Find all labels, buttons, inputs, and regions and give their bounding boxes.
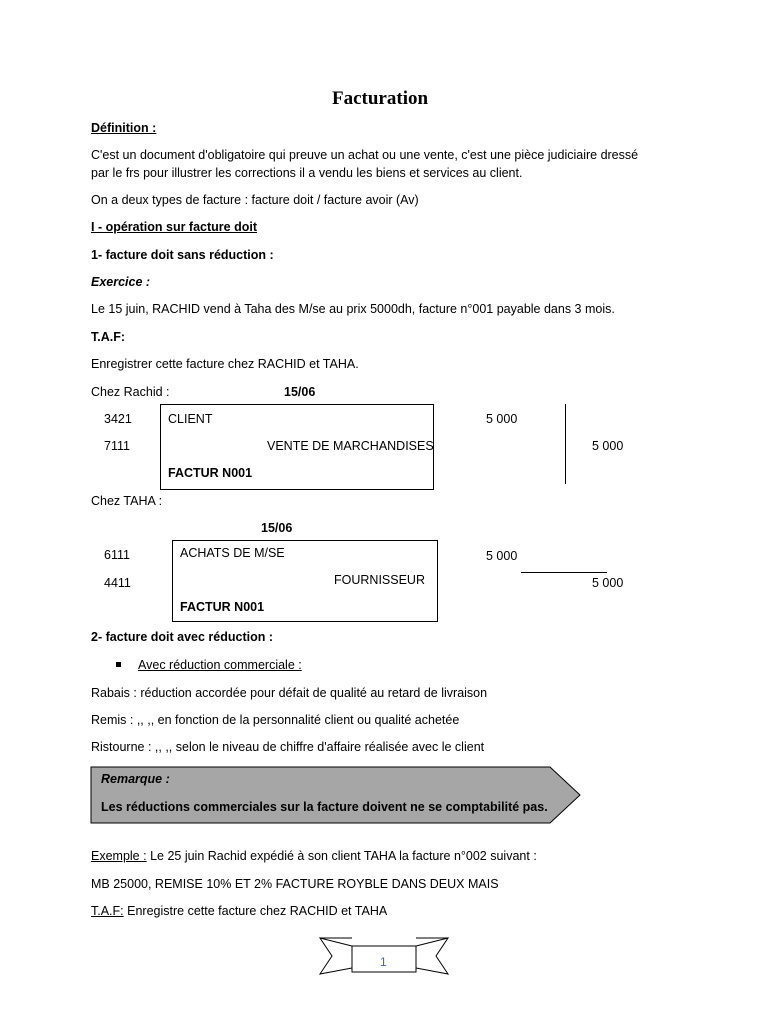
entry-taha-label-1: ACHATS DE M/SE <box>180 546 285 560</box>
example-label: Exemple : <box>91 849 147 863</box>
example-taf-line <box>91 904 387 918</box>
entry-taha-credit: 5 000 <box>592 576 624 590</box>
ristourne-line: Ristourne : ,, ,, selon le niveau de chiffre d'affaire réalisée avec le client <box>91 740 485 754</box>
taf-text: Enregistrer cette facture chez RACHID et TAHA. <box>91 357 359 371</box>
entry-taha-account-2: 4411 <box>104 576 131 590</box>
definition-heading: Définition : <box>91 121 157 135</box>
example-taf-label: T.A.F: <box>91 904 124 918</box>
entry-taha-account-1: 6111 <box>104 548 130 562</box>
page-number: 1 <box>380 955 387 969</box>
entry-taha-debit: 5 000 <box>486 549 518 563</box>
taf-label: T.A.F: <box>91 330 126 344</box>
remis-line: Remis : ,, ,, en fonction de la personnalité client ou qualité achetée <box>91 713 460 727</box>
subsection-1-heading: 1- facture doit sans réduction : <box>91 248 274 262</box>
definition-line-1: C'est un document d'obligatoire qui preuve un achat ou une vente, c'est une pièce judiciaire dressé <box>91 148 639 162</box>
entry-rachid-account-1: 3421 <box>104 412 132 426</box>
example-line <box>91 849 537 863</box>
entry-rachid-debit: 5 000 <box>486 412 518 426</box>
entry-rachid-label-2: VENTE DE MARCHANDISES <box>267 439 434 453</box>
bullet-icon <box>116 662 121 667</box>
subsection-2-heading: 2- facture doit avec réduction : <box>91 630 273 644</box>
entry-rachid-label: Chez Rachid : <box>91 385 170 399</box>
rabais-line: Rabais : réduction accordée pour défait de qualité au retard de livraison <box>91 686 488 700</box>
bullet-text: Avec réduction commerciale : <box>138 658 302 672</box>
entry-rachid-account-2: 7111 <box>104 439 130 453</box>
exercise-label: Exercice : <box>91 275 151 289</box>
remark-label: Remarque : <box>101 772 170 786</box>
entry-rachid-separator <box>565 404 566 484</box>
entry-taha-date: 15/06 <box>261 521 293 535</box>
entry-taha-separator <box>521 572 607 573</box>
entry-rachid-label-1: CLIENT <box>168 412 213 426</box>
example-text: Le 25 juin Rachid expédié à son client TAHA la facture n°002 suivant : <box>146 849 537 863</box>
example-line-2: MB 25000, REMISE 10% ET 2% FACTURE ROYBLE DANS DEUX MAIS <box>91 877 499 891</box>
entry-taha-label-2: FOURNISSEUR <box>334 573 425 587</box>
types-line: On a deux types de facture : facture doit / facture avoir (Av) <box>91 193 419 207</box>
example-taf-text: Enregistre cette facture chez RACHID et TAHA <box>123 904 388 918</box>
entry-taha-ref: FACTUR N001 <box>180 600 265 614</box>
remark-text: Les réductions commerciales sur la facture doivent ne se comptabilité pas. <box>101 800 548 814</box>
entry-rachid-ref: FACTUR N001 <box>168 466 253 480</box>
entry-rachid-credit: 5 000 <box>592 439 624 453</box>
entry-taha-label: Chez TAHA : <box>91 494 163 508</box>
entry-rachid-date: 15/06 <box>284 385 316 399</box>
definition-line-2: par le frs pour illustrer les corrections il a vendu les biens et services au client. <box>91 166 523 180</box>
exercise-text: Le 15 juin, RACHID vend à Taha des M/se au prix 5000dh, facture n°001 payable dans 3 mois. <box>91 302 615 316</box>
page-title: Facturation <box>332 88 429 109</box>
section-1-heading: I - opération sur facture doit <box>91 220 257 234</box>
